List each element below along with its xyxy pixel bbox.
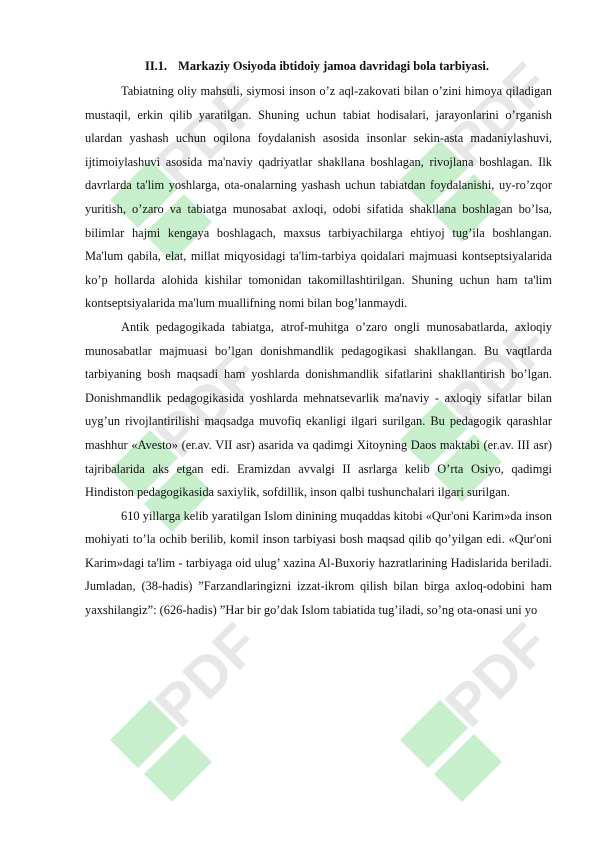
watermark-mark	[400, 611, 561, 802]
paragraph-2: Antik pedagogikada tabiatga, atrof-muhitga o’zaro ongli munosabatlarda, axloqiy munosabatlar majmuasi bo’lgan donishmandlik pedagogikasi shakllangan. Bu vaqtlarda tarbiyaning bosh maqsadi ham yoshlarda donishmandlik sifatlarini shakllantirish bo’lgan. Donishmandlik pedagogikasida yoshlarda mehnatsevarlik ma'naviy - axloqiy sifatlar bilan uyg’un rivojlantirilishi maqsadga muvofiq ekanligi ilgari surilgan. Bu pedagogik qarashlar mashhur «Avesto» (er.av. VII asr) asarida va qadimgi Xitoyning Daos maktabi (er.av. III asr) tajribalarida aks etgan edi. Eramizdan avvalgi II asrlarga kelib O’rta Osiyo, qadimgi Hindiston pedagogikasida saxiylik, sofdillik, inson qalbi tushunchalari ilgari surilgan.	[85, 319, 552, 500]
document-body	[85, 58, 552, 623]
paragraph-3: 610 yillarga kelib yaratilgan Islom dinining muqaddas kitobi «Qur'oni Karim»da inson mohiyati to’la ochib berilib, komil inson tarbiyasi bosh maqsad qilib qo’yilgan edi. «Qur'oni Karim»dagi ta'lim - tarbiyaga oid ulug’ xazina Al-Buxoriy hazratlarining Hadislarida beriladi. Jumladan, (38-hadis) ”Farzandlaringizni izzat-ikrom qilish bilan birga axloq-odobini ham yaxshilangiz”: (626-hadis) ”Har bir go’dak Islom tabiatida tug’iladi, so’ng ota-onasi uni yo	[85, 508, 552, 618]
section-heading	[85, 58, 552, 74]
watermark-mark	[110, 611, 271, 802]
paragraph-1: Tabiatning oliy mahsuli, siymosi inson o’z aql-zakovati bilan o’zini himoya qiladigan mustaqil, erkin qilib yaratilgan. Shuning uchun tabiat hodisalari, jarayonlarini o’rganish ulardan yashash uchun oqilona foydalanish asosida insonlar sekin-asta madaniylashuvi, ijtimoiylashuvi asosida ma'naviy qadriyatlar shakllana boshlagan, rivojlana boshlagan. Ilk davrlarda ta'lim yoshlarga, ota-onalarning yashash uchun tabiatdan foydalanishi, uy-ro’zqor yuritish, o’zaro va tabiatga munosabat axloqi, odobi sifatida shakllana boshlagan bo’lsa, bilimlar hajmi kengaya boshlagach, maxsus tarbiyachilarga ehtiyoj tug’ila boshlangan. Ma'lum qabila, elat, millat miqyosidagi ta'lim-tarbiya qoidalari majmuasi kontseptsiyalarida ko’p hollarda alohida kishilar tomonidan takomillashtirilgan. Shuning uchun ham ta'lim kontseptsiyalarida ma'lum muallifning nomi bilan bog’lanmaydi.	[85, 84, 552, 311]
section-number: II.1.	[145, 59, 168, 73]
section-title: Markaziy Osiyoda ibtidoiy jamoa davridagi bola tarbiyasi.	[178, 59, 489, 73]
